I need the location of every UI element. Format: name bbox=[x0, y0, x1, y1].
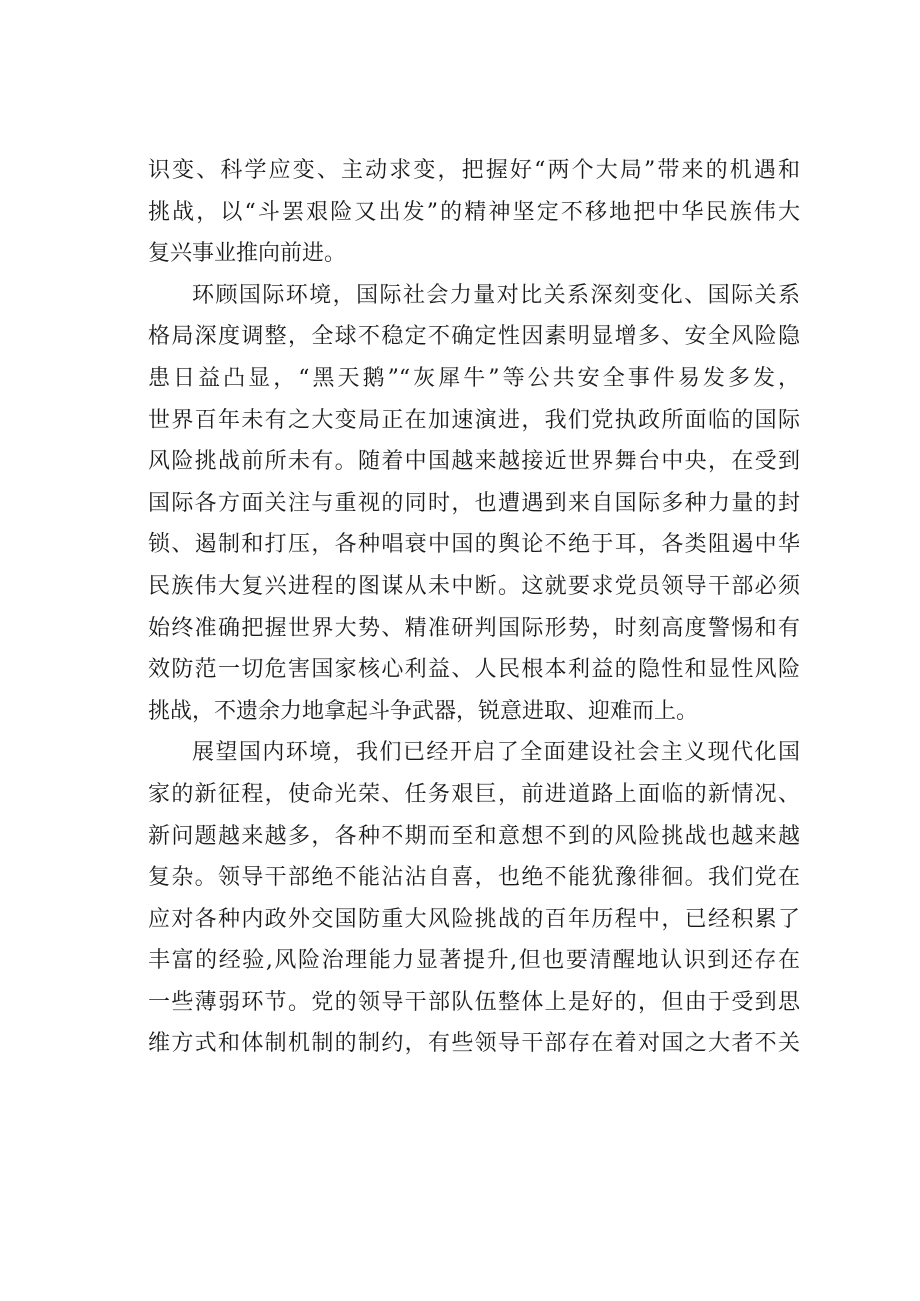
text-line: 锁、遏制和打压，各种唱衰中国的舆论不绝于耳，各类阻遏中华 bbox=[148, 532, 800, 558]
text-line: 展望国内环境，我们已经开启了全面建设社会主义现代化国 bbox=[192, 740, 800, 766]
paragraph bbox=[148, 150, 800, 275]
text-line: 世界百年未有之大变局正在加速演进，我们党执政所面临的国际 bbox=[148, 407, 800, 433]
text-line: 患日益凸显，“黑天鹅”“灰犀牛”等公共安全事件易发多发， bbox=[148, 365, 800, 391]
text-line: 效防范一切危害国家核心利益、人民根本利益的隐性和显性风险 bbox=[148, 657, 800, 683]
text-line: 应对各种内政外交国防重大风险挑战的百年历程中，已经积累了 bbox=[148, 906, 800, 932]
text-line: 一些薄弱环节。党的领导干部队伍整体上是好的，但由于受到思 bbox=[148, 989, 800, 1015]
document-body bbox=[148, 150, 800, 1065]
text-line: 识变、科学应变、主动求变，把握好“两个大局”带来的机遇和 bbox=[148, 158, 800, 183]
text-line: 复兴事业推向前进。 bbox=[148, 241, 347, 267]
text-line: 挑战，不遗余力地拿起斗争武器，锐意进取、迎难而上。 bbox=[148, 698, 699, 724]
text-line: 环顾国际环境，国际社会力量对比关系深刻变化、国际关系 bbox=[192, 282, 800, 308]
text-line: 家的新征程，使命光荣、任务艰巨，前进道路上面临的新情况、 bbox=[148, 781, 800, 807]
text-line: 格局深度调整，全球不稳定不确定性因素明显增多、安全风险隐 bbox=[148, 324, 800, 350]
paragraph bbox=[148, 732, 800, 1065]
text-line: 新问题越来越多，各种不期而至和意想不到的风险挑战也越来越 bbox=[148, 823, 800, 849]
text-line: 民族伟大复兴进程的图谋从未中断。这就要求党员领导干部必须 bbox=[148, 573, 800, 599]
paragraph bbox=[148, 275, 800, 733]
text-line: 风险挑战前所未有。随着中国越来越接近世界舞台中央，在受到 bbox=[148, 449, 800, 475]
text-line: 丰富的经验,风险治理能力显著提升,但也要清醒地认识到还存在 bbox=[148, 948, 800, 974]
text-line: 始终准确把握世界大势、精准研判国际形势，时刻高度警惕和有 bbox=[148, 615, 800, 641]
text-line: 复杂。领导干部绝不能沾沾自喜，也绝不能犹豫徘徊。我们党在 bbox=[148, 865, 800, 891]
text-line: 国际各方面关注与重视的同时，也遭遇到来自国际多种力量的封 bbox=[148, 490, 800, 516]
text-line: 挑战，以“斗罢艰险又出发”的精神坚定不移地把中华民族伟大 bbox=[148, 199, 800, 225]
text-line: 维方式和体制机制的制约，有些领导干部存在着对国之大者不关 bbox=[148, 1031, 800, 1057]
